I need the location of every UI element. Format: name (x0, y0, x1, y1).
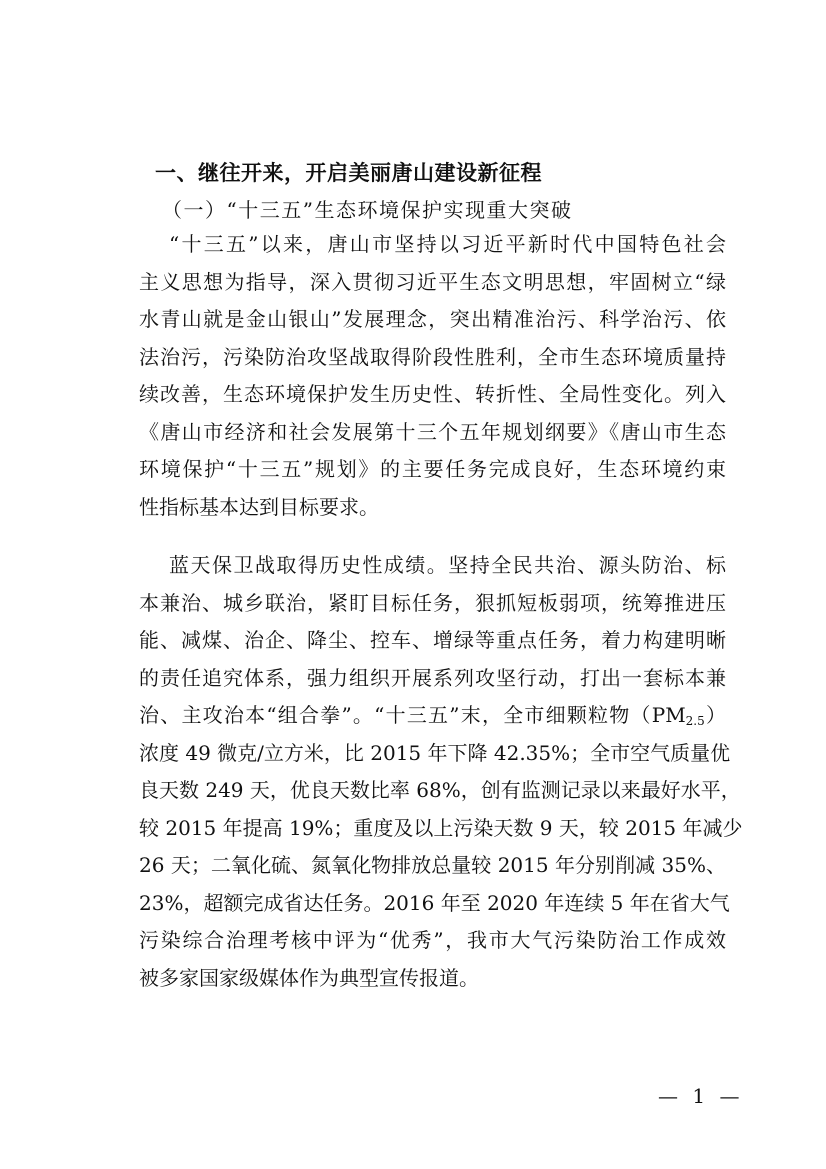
text-line: 环境保护“十三五”规划》的主要任务完成良好，生态环境约束 (139, 457, 726, 481)
text-line: 浓度 49 微克/立方米，比 2015 年下降 42.35%；全市空气质量优 (139, 740, 731, 765)
text-line: 23%，超额完成省达任务。2016 年至 2020 年连续 5 年在省大气 (139, 890, 730, 915)
subsection-heading: （一）“十三五”生态环境保护实现重大突破 (162, 198, 573, 222)
text-line: 性指标基本达到目标要求。 (139, 494, 379, 519)
paragraph-2 (139, 547, 743, 997)
text-line: 的责任追究体系，强力组织开展系列攻坚行动，打出一套标本兼 (139, 665, 726, 690)
text-line: 良天数 249 天，优良天数比率 68%，创有监测记录以来最好水平， (139, 778, 741, 802)
text-line: 水青山就是金山银山”发展理念，突出精准治污、科学治污、依 (139, 307, 726, 331)
page-number: — 1 — (658, 1084, 744, 1108)
text-line: 主义思想为指导，深入贯彻习近平生态文明思想，牢固树立“绿 (139, 269, 726, 294)
text-segment: 治、主攻治本“组合拳”。“十三五”末，全市细颗粒物（PM (139, 703, 686, 727)
text-segment: ） (704, 703, 726, 727)
text-line: 《唐山市经济和社会发展第十三个五年规划纲要》《唐山市生态 (139, 419, 726, 444)
text-line: 能、减煤、治企、降尘、控车、增绿等重点任务，着力构建明晰 (139, 628, 726, 652)
text-line: 蓝天保卫战取得历史性成绩。坚持全民共治、源头防治、标 (169, 553, 726, 577)
text-line: 续改善，生态环境保护发生历史性、转折性、全局性变化。列入 (139, 382, 726, 406)
text-line: 污染综合治理考核中评为“优秀”，我市大气污染防治工作成效 (139, 928, 726, 952)
paragraph-1 (139, 226, 726, 526)
text-line: 被多家国家级媒体作为典型宣传报道。 (139, 965, 479, 990)
text-line: 本兼治、城乡联治，紧盯目标任务，狠抓短板弱项，统筹推进压 (139, 590, 726, 615)
section-heading: 一、继往开来，开启美丽唐山建设新征程 (155, 161, 542, 185)
text-line: 26 天；二氧化硫、氮氧化物排放总量较 2015 年分别削减 35%、 (139, 853, 726, 877)
text-line: 法治污，污染防治攻坚战取得阶段性胜利，全市生态环境质量持 (139, 344, 726, 369)
text-line: 较 2015 年提高 19%；重度及以上污染天数 9 天，较 2015 年减少 (139, 815, 743, 840)
text-line: “十三五”以来，唐山市坚持以习近平新时代中国特色社会 (169, 232, 726, 256)
text-line-pm25 (139, 697, 726, 735)
subscript: 2.5 (685, 714, 705, 728)
